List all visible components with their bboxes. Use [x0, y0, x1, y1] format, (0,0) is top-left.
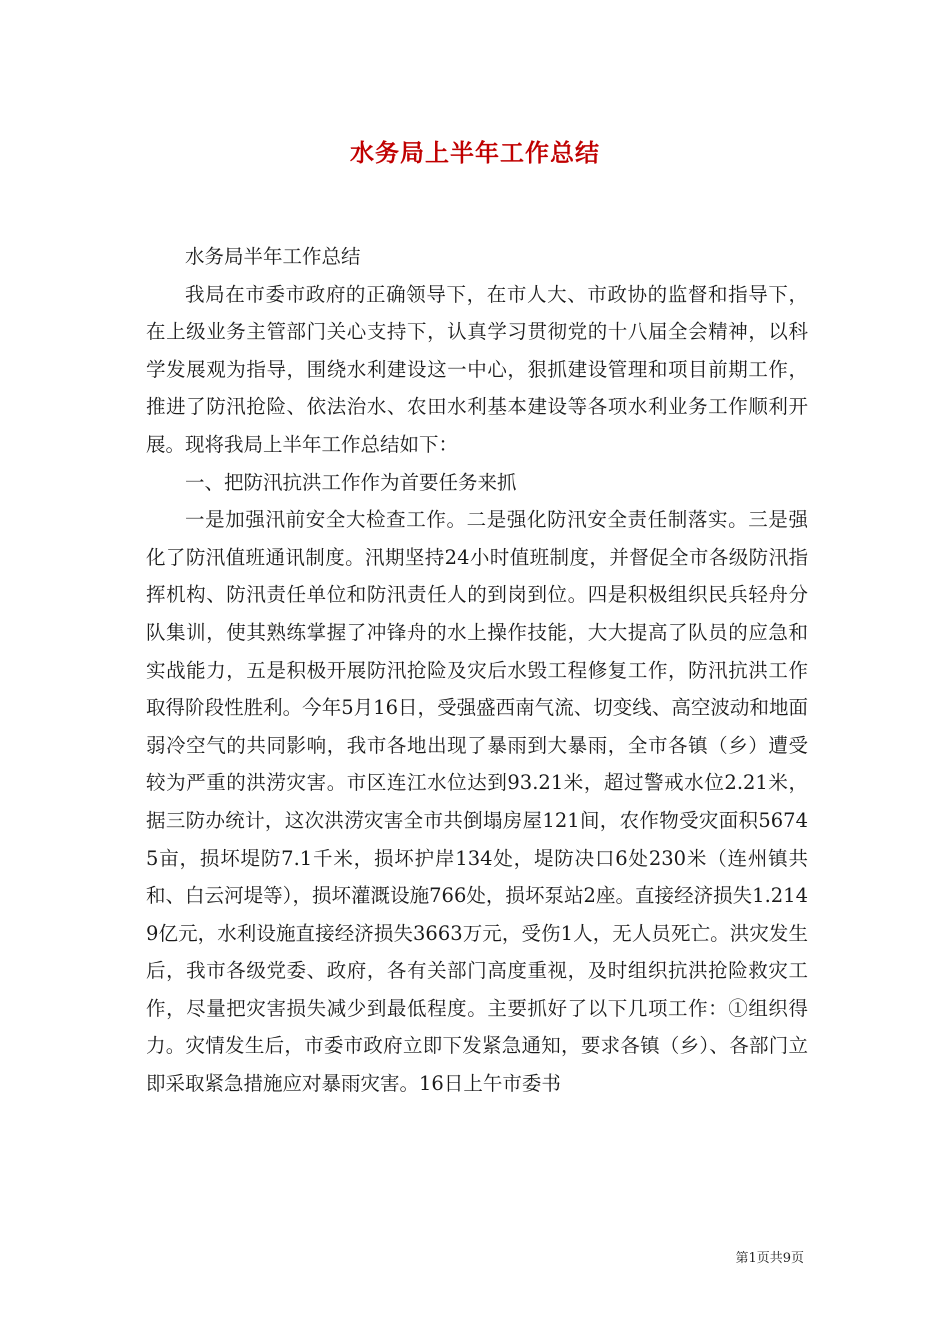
page-number-footer: 第1页共9页	[735, 1251, 804, 1266]
paragraph-subtitle: 水务局半年工作总结	[185, 245, 361, 268]
paragraph-flood-control: 一是加强汛前安全大检查工作。二是强化防汛安全责任制落实。三是强化了防汛值班通讯制度。汛期坚持24小时值班制度，并督促全市各级防汛指挥机构、防汛责任单位和防汛责任人的到岗到位。四是积极组织民兵轻舟分队集训，使其熟练掌握了冲锋舟的水上操作技能，大大提高了队员的应急和实战能力，五是积极开展防汛抢险及灾后水毁工程修复工作，防汛抗洪工作取得阶段性胜利。今年5月16日，受强盛西南气流、切变线、高空波动和地面弱冷空气的共同影响，我市各地出现了暴雨到大暴雨，全市各镇（乡）遭受较为严重的洪涝灾害。市区连江水位达到93.21米，超过警戒水位2.21米，据三防办统计，这次洪涝灾害全市共倒塌房屋121间，农作物受灾面积56745亩，损坏堤防7.1千米，损坏护岸134处，堤防决口6处230米（连州镇共和、白云河堤等），损坏灌溉设施766处，损坏泵站2座。直接经济损失1.2149亿元，水利设施直接经济损失3663万元，受伤1人，无人员死亡。洪灾发生后，我市各级党委、政府，各有关部门高度重视，及时组织抗洪抢险救灾工作，尽量把灾害损失减少到最低程度。主要抓好了以下几项工作：①组织得力。灾情发生后，市委市政府立即下发紧急通知，要求各镇（乡）、各部门立即采取紧急措施应对暴雨灾害。16日上午市委书	[146, 508, 808, 1096]
paragraph-intro: 我局在市委市政府的正确领导下，在市人大、市政协的监督和指导下，在上级业务主管部门关心支持下，认真学习贯彻党的十八届全会精神，以科学发展观为指导，围绕水利建设这一中心，狠抓建设管理和项目前期工作，推进了防汛抢险、依法治水、农田水利基本建设等各项水利业务工作顺利开展。现将我局上半年工作总结如下：	[146, 282, 808, 456]
page-title: 水务局上半年工作总结	[350, 138, 600, 167]
section-heading-flood-control: 一、把防汛抗洪工作作为首要任务来抓	[185, 470, 517, 494]
document-body	[146, 238, 808, 1103]
